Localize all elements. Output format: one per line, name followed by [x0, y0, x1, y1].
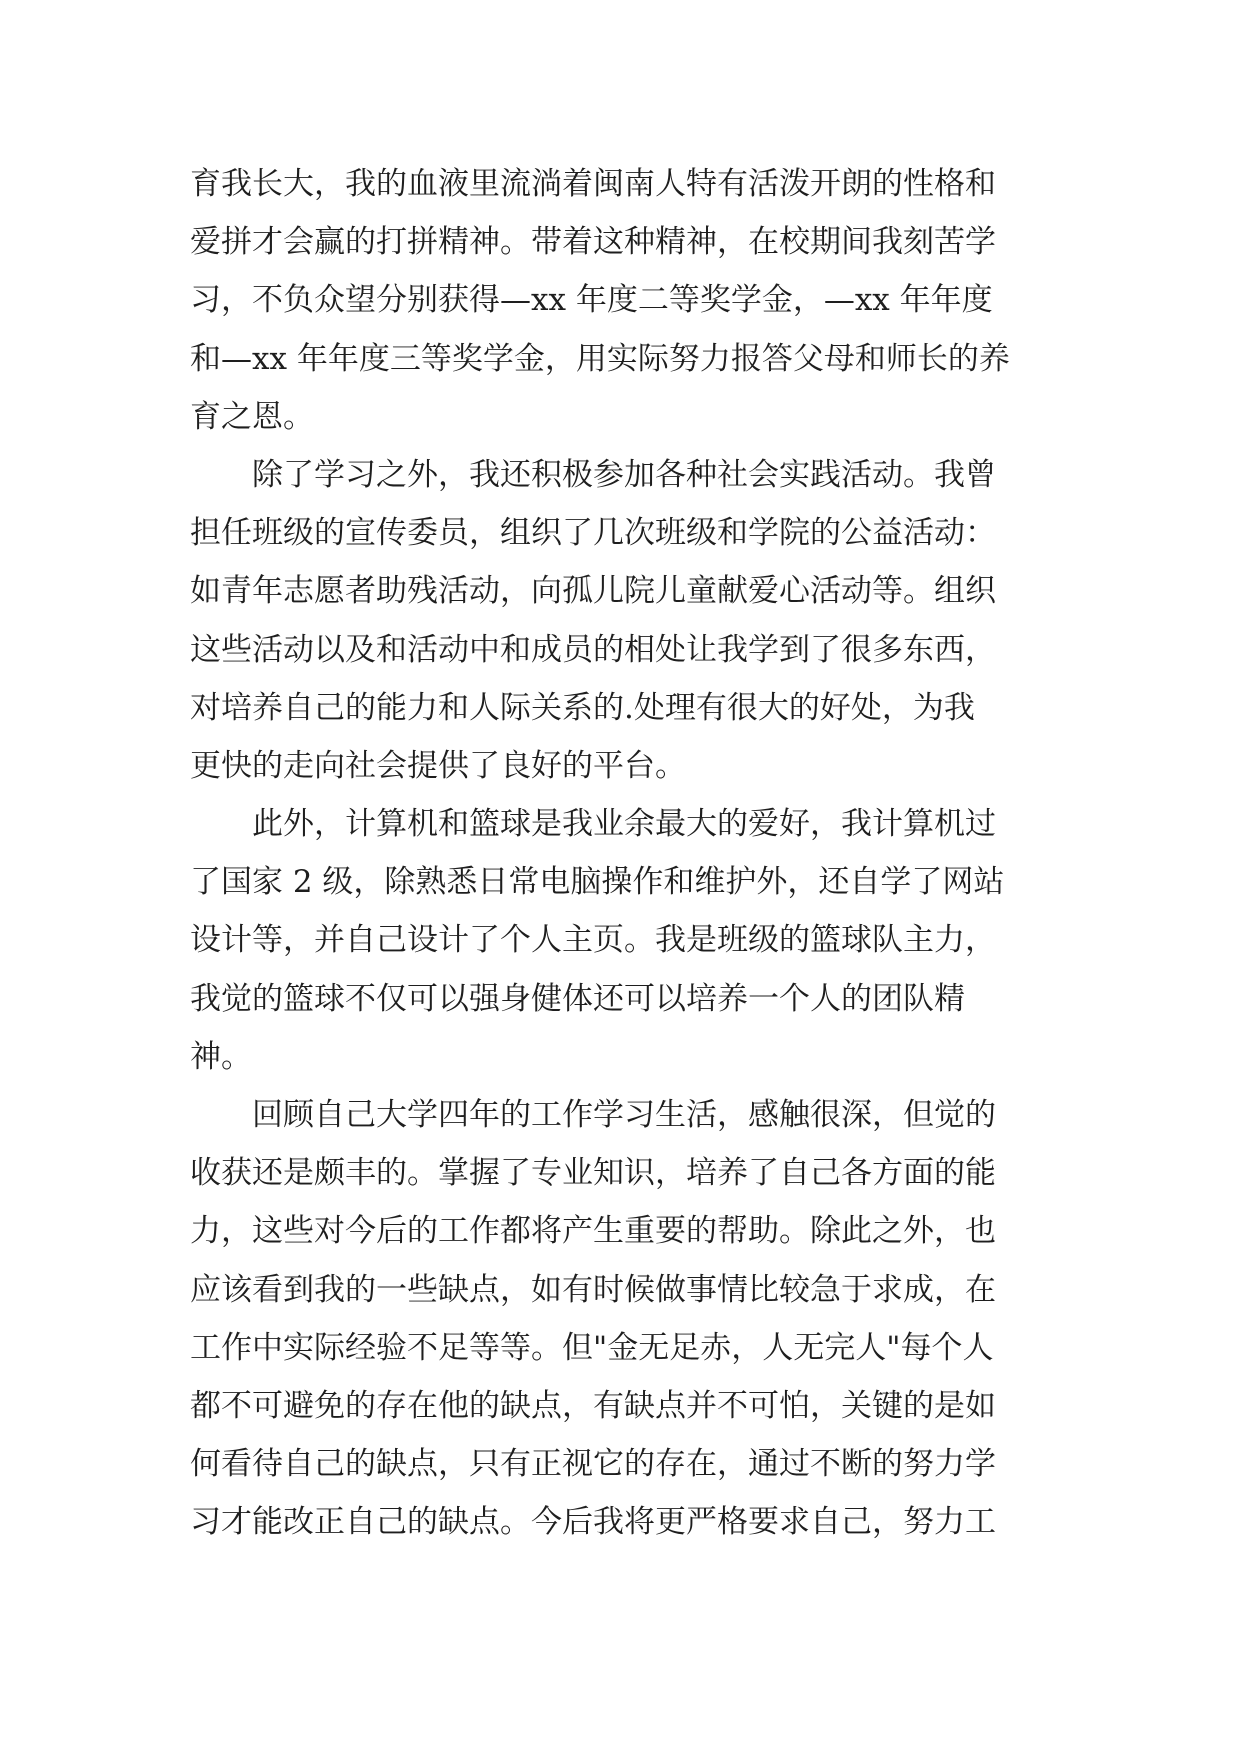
text-line: 力，这些对今后的工作都将产生重要的帮助。除此之外，也: [190, 1213, 996, 1250]
text-line: 何看待自己的缺点，只有正视它的存在，通过不断的努力学: [190, 1446, 996, 1483]
paragraph-first-line: 除了学习之外，我还积极参加各种社会实践活动。我曾: [252, 456, 996, 493]
text-line: 习，不负众望分别获得—xx 年度二等奖学金，—xx 年年度: [190, 282, 993, 319]
text-line: 收获还是颇丰的。掌握了专业知识，培养了自己各方面的能: [190, 1155, 996, 1192]
text-line: 这些活动以及和活动中和成员的相处让我学到了很多东西，: [190, 631, 996, 668]
text-line: 应该看到我的一些缺点，如有时候做事情比较急于求成，在: [190, 1271, 996, 1308]
text-line: 更快的走向社会提供了良好的平台。: [190, 747, 686, 784]
text-line: 爱拼才会赢的打拼精神。带着这种精神，在校期间我刻苦学: [190, 224, 996, 261]
text-line: 设计等，并自己设计了个人主页。我是班级的篮球队主力，: [190, 922, 996, 959]
text-line: 对培养自己的能力和人际关系的.处理有很大的好处，为我: [190, 689, 975, 726]
text-line: 我觉的篮球不仅可以强身健体还可以培养一个人的团队精: [190, 980, 965, 1017]
text-line: 了国家 2 级，除熟悉日常电脑操作和维护外，还自学了网站: [190, 864, 1005, 901]
body-text: [190, 155, 1052, 1552]
paragraph-first-line: 此外，计算机和篮球是我业余最大的爱好，我计算机过: [252, 806, 996, 843]
text-line: 如青年志愿者助残活动，向孤儿院儿童献爱心活动等。组织: [190, 573, 996, 610]
text-line: 习才能改正自己的缺点。今后我将更严格要求自己，努力工: [190, 1504, 996, 1541]
text-line: 神。: [190, 1038, 252, 1075]
paragraph-first-line: 回顾自己大学四年的工作学习生活，感触很深，但觉的: [252, 1097, 996, 1133]
text-line: 育我长大，我的血液里流淌着闽南人特有活泼开朗的性格和: [190, 166, 996, 202]
text-line: 担任班级的宣传委员，组织了几次班级和学院的公益活动：: [190, 515, 996, 552]
text-line: 都不可避免的存在他的缺点，有缺点并不可怕，关键的是如: [190, 1387, 996, 1424]
text-line: 工作中实际经验不足等等。但"金无足赤，人无完人"每个人: [190, 1329, 994, 1366]
text-line: 和—xx 年年度三等奖学金，用实际努力报答父母和师长的养: [190, 340, 1010, 377]
text-line: 育之恩。: [190, 398, 314, 435]
